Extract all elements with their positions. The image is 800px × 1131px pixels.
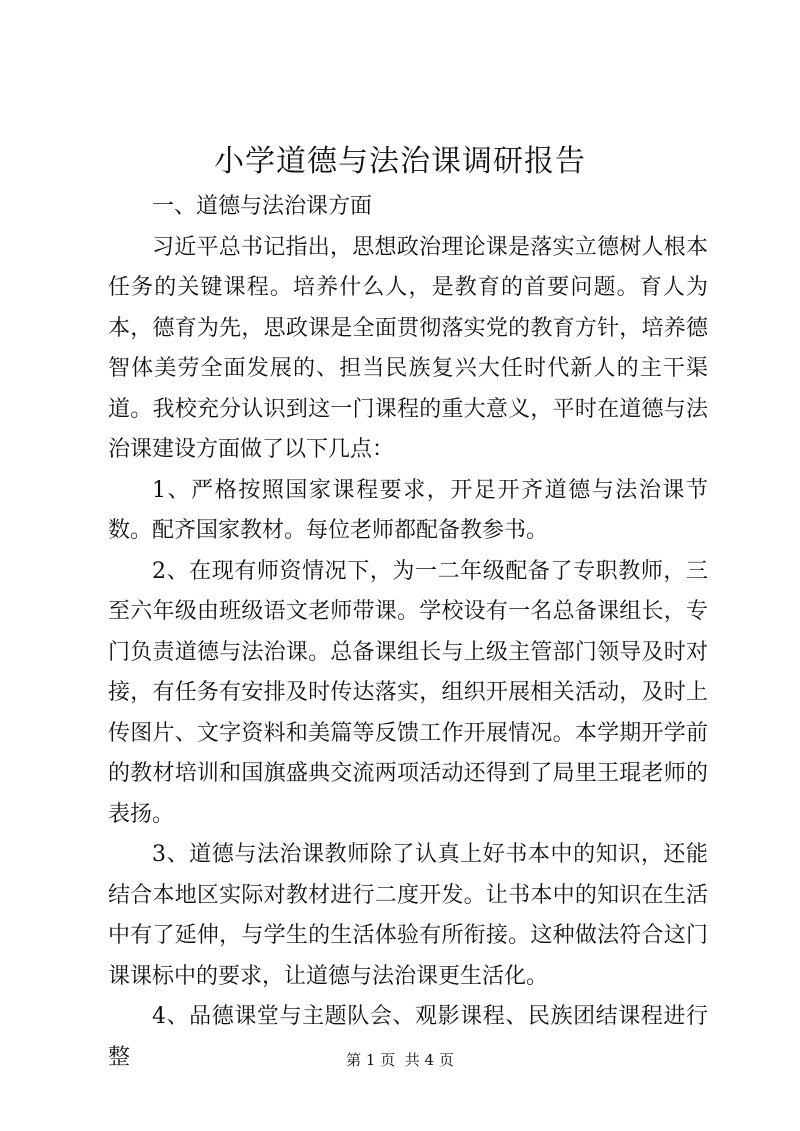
page-footer <box>0 1050 800 1070</box>
section-heading: 一、道德与法治课方面 <box>152 194 373 219</box>
page-number: 第 1 页 共 4 页 <box>346 1051 454 1069</box>
document-title: 小学道德与法治课调研报告 <box>214 144 586 179</box>
document-body <box>108 187 708 1078</box>
paragraph-intro: 习近平总书记指出，思想政治理论课是落实立德树人根本任务的关键课程。培养什么人，是教育的首要问题。育人为本，德育为先，思政课是全面贯彻落实党的教育方针，培养德智体美劳全面发展的、担当民族复兴大任时代新人的主干渠道。我校充分认识到这一门课程的重大意义，平时在道德与法治课建设方面做了以下几点： <box>108 234 708 462</box>
paragraph-item-4: 4、品德课堂与主题队会、观影课程、民族团结课程进行整 <box>108 1004 708 1070</box>
paragraph-item-3: 3、道德与法治课教师除了认真上好书本中的知识，还能结合本地区实际对教材进行二度开发。让书本中的知识在生活中有了延伸，与学生的生活体验有所衔接。这种做法符合这门课课标中的要求，让道德与法治课更生活化。 <box>108 842 708 989</box>
paragraph-item-1: 1、严格按照国家课程要求，开足开齐道德与法治课节数。配齐国家教材。每位老师都配备教参书。 <box>108 477 708 543</box>
paragraph-item-2: 2、在现有师资情况下，为一二年级配备了专职教师，三至六年级由班级语文老师带课。学校设有一名总备课组长，专门负责道德与法治课。总备课组长与上级主管部门领导及时对接，有任务有安排及时传达落实，组织开展相关活动，及时上传图片、文字资料和美篇等反馈工作开展情况。本学期开学前的教材培训和国旗盛典交流两项活动还得到了局里王琨老师的表扬。 <box>108 558 708 827</box>
